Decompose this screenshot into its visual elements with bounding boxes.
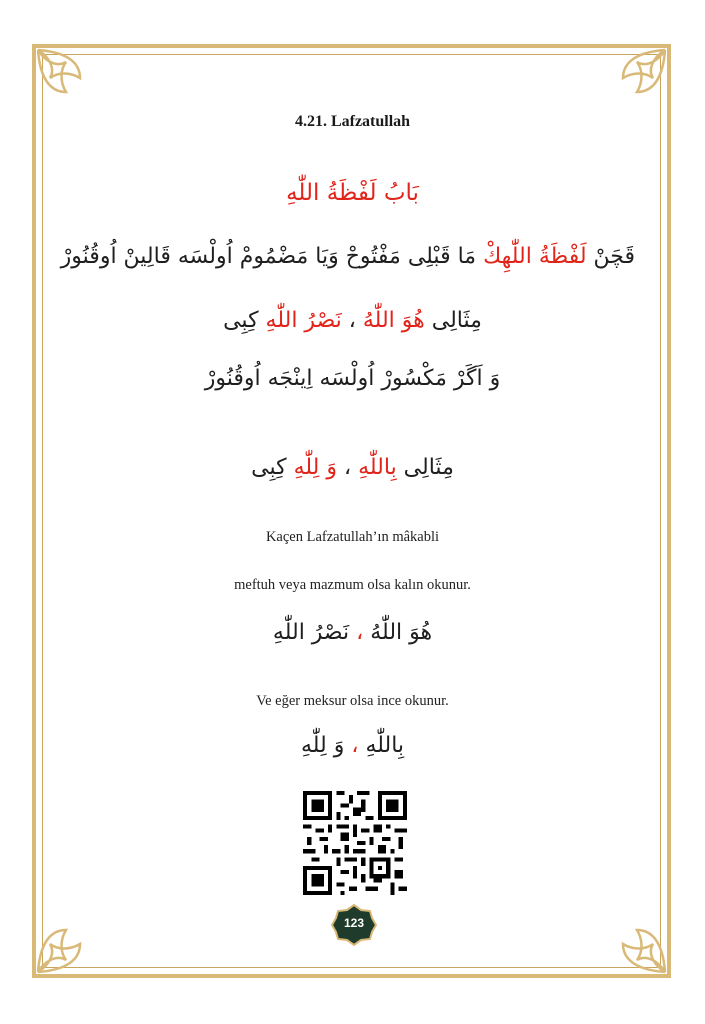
arabic-line-2	[70, 308, 635, 333]
page-number: 123	[343, 916, 365, 930]
arabic-line-1-end: مَا قَبْلِى مَفْتُوحْ وَيَا مَضْمُومْ اُولْسَه قَالِينْ اُوقُنُورْ	[60, 244, 484, 269]
corner-ornament-top-right	[603, 48, 667, 112]
arabic-heading-text: بَابُ لَفْظَةُ اللّٰهِ	[286, 180, 419, 206]
arabic-line-4-start: مِثَالِى	[396, 455, 454, 480]
arabic-line-2-highlight-1: هُوَ اللّٰهُ	[362, 308, 425, 333]
page-number-badge	[331, 904, 377, 946]
arabic-line-4-highlight-1: بِاللّٰهِ	[358, 455, 397, 480]
arabic-example-2-a: بِاللّٰهِ	[365, 733, 405, 758]
arabic-line-4-separator: ،	[336, 455, 359, 480]
turkish-line-1: Kaçen Lafzatullah’ın mâkabli	[265, 529, 440, 545]
arabic-heading	[70, 180, 635, 206]
turkish-line-3: Ve eğer meksur olsa ince okunur.	[256, 693, 449, 709]
arabic-line-2-separator: ،	[341, 308, 363, 333]
arabic-line-1-highlight: لَفْظَةُ اللّٰهِكْ	[483, 244, 587, 269]
arabic-example-1-a: هُوَ اللّٰهُ	[370, 620, 433, 645]
arabic-example-2-b: وَ لِلّٰهِ	[300, 733, 345, 758]
arabic-line-2-end: كِبِى	[223, 308, 266, 333]
arabic-line-2-highlight-2: نَصْرُ اللّٰهِ	[265, 308, 342, 333]
arabic-example-2	[70, 733, 635, 758]
arabic-line-4	[70, 455, 635, 480]
arabic-line-3-text: وَ اَگَرْ مَكْسُورْ اُولْسَه اِينْجَه اُوقُنُورْ	[204, 366, 501, 391]
arabic-example-1	[70, 620, 635, 645]
arabic-line-1	[60, 244, 635, 269]
turkish-line-2: meftuh veya mazmum olsa kalın okunur.	[234, 577, 471, 593]
arabic-example-1-separator: ،	[349, 620, 371, 645]
corner-ornament-top-left	[36, 48, 100, 112]
arabic-line-3	[70, 366, 635, 391]
arabic-line-4-end: كِبِى	[251, 455, 294, 480]
corner-ornament-bottom-left	[36, 910, 100, 974]
corner-ornament-bottom-right	[603, 910, 667, 974]
arabic-line-2-start: مِثَالِى	[424, 308, 482, 333]
arabic-line-1-start: قَچَنْ	[586, 244, 635, 269]
qr-code[interactable]	[303, 791, 407, 895]
section-title: 4.21. Lafzatullah	[294, 113, 411, 130]
arabic-line-4-highlight-2: وَ لِلّٰهِ	[293, 455, 337, 480]
arabic-example-1-b: نَصْرُ اللّٰهِ	[272, 620, 350, 645]
arabic-example-2-separator: ،	[344, 733, 366, 758]
